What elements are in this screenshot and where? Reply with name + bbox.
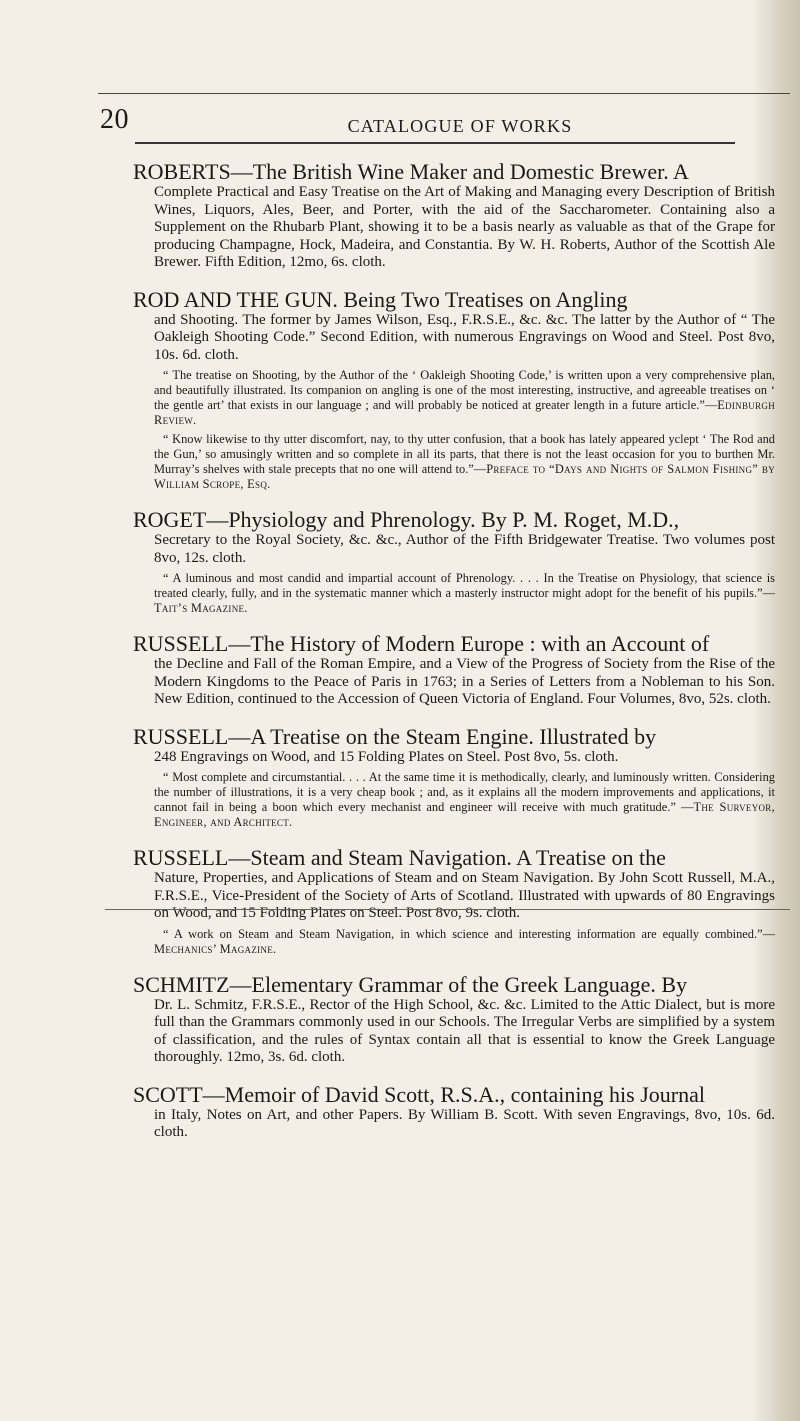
bottom-rule [105, 909, 790, 910]
review-quote [154, 927, 775, 957]
quote-source: Tait’s Magazine. [154, 601, 248, 615]
catalogue-entry-rod-and-gun [133, 288, 775, 493]
quote-text: “ Most complete and circumstantial. . . . At the same time it is methodically, clearly, and luminously written. Considering the number of illustrations, it is a very cheap book ; and, as it explains all the modern improvements and applications, it cannot fail in being a boon which every mechanist and engineer will receive with much gratitude.” — [154, 770, 775, 814]
entry-heading: RUSSELL—Steam and Steam Navigation. A Treatise on the [133, 845, 666, 870]
entry-heading: ROBERTS—The British Wine Maker and Domestic Brewer. A [133, 159, 689, 184]
quote-text: “ The treatise on Shooting, by the Author of the ‘ Oakleigh Shooting Code,’ is written upon a very comprehensive plan, and beautifully illustrated. Its companion on angling is one of the most interesting, instructive, and agreeable treatises on ‘ the gentle art’ that exists in our language ; and will probably be noticed at greater length in a future article.”— [154, 368, 775, 412]
entry-heading: RUSSELL—The History of Modern Europe : with an Account of [133, 631, 710, 656]
top-rule [98, 93, 790, 94]
entry-description: the Decline and Fall of the Roman Empire, and a View of the Progress of Society from the Rise of the Modern Kingdoms to the Peace of Paris in 1763; in a Series of Letters from a Nobleman to his Son. New Edition, continued to the Accession of Queen Victoria of England. Four Volumes, 8vo, 52s. cloth. [154, 656, 775, 707]
catalogue-entry-roget [133, 508, 775, 616]
review-quote [154, 770, 775, 830]
catalogue-entry-roberts [133, 160, 775, 272]
quote-text: “ A luminous and most candid and impartial account of Phrenology. . . . In the Treatise on Physiology, that science is treated clearly, fully, and in the systematic manner which a masterly instructor might adopt for the benefit of his pupils.”— [154, 571, 775, 600]
catalogue-entry-schmitz [133, 973, 775, 1067]
entry-description: Nature, Properties, and Applications of Steam and on Steam Navigation. By John Scott Russell, M.A., F.R.S.E., Vice-President of the Society of Arts of Scotland. Illustrated with upwards of 80 Engravings on Wood, and 15 Folding Plates on Steel. Post 8vo, 9s. cloth. [154, 870, 775, 921]
review-quote [154, 432, 775, 492]
catalogue-entry-russell-steam-navigation [133, 846, 775, 957]
entry-description: 248 Engravings on Wood, and 15 Folding Plates on Steel. Post 8vo, 5s. cloth. [154, 748, 619, 765]
catalogue-entry-scott [133, 1083, 775, 1142]
entry-heading: SCOTT—Memoir of David Scott, R.S.A., containing his Journal [133, 1081, 705, 1107]
entry-heading: SCHMITZ—Elementary Grammar of the Greek Language. By [133, 971, 688, 997]
catalogue-entry-russell-steam-engine [133, 725, 775, 831]
running-head: CATALOGUE OF WORKS [347, 116, 573, 136]
catalogue-entries [133, 160, 775, 1158]
entry-description: Secretary to the Royal Society, &c. &c., Author of the Fifth Bridgewater Treatise. Two volumes post 8vo, 12s. cloth. [154, 532, 775, 566]
entry-description: and Shooting. The former by James Wilson, Esq., F.R.S.E., &c. &c. The latter by the Author of “ The Oakleigh Shooting Code.” Second Edition, with numerous Engravings on Wood and Steel. Post 8vo, 10s. 6d. cloth. [154, 311, 775, 363]
catalogue-entry-russell-europe [133, 632, 775, 709]
entry-heading: RUSSELL—A Treatise on the Steam Engine. Illustrated by [133, 723, 657, 749]
entry-description: in Italy, Notes on Art, and other Papers. By William B. Scott. With seven Engravings, 8vo, 10s. 6d. cloth. [154, 1106, 775, 1140]
review-quote [154, 571, 775, 616]
entry-description: Complete Practical and Easy Treatise on the Art of Making and Managing every Description of British Wines, Liquors, Ales, Beer, and Porter, with the aid of the Saccharometer. Containing also a Supplement on the Rhubarb Plant, showing it to be a basis nearly as valuable as that of the Grape for producing Champagne, Hock, Madeira, and Constantia. By W. H. Roberts, Author of the Scottish Ale Brewer. Fifth Edition, 12mo, 6s. cloth. [154, 184, 775, 270]
review-quote [154, 368, 775, 428]
quote-text: “ A work on Steam and Steam Navigation, in which science and interesting information are equally combined.”— [163, 926, 775, 941]
header-rule [135, 142, 735, 144]
quote-source: Mechanics’ Magazine. [154, 941, 277, 956]
quote-text: “ Know likewise to thy utter discomfort, nay, to thy utter confusion, that a book has lately appeared yclept ‘ The Rod and the Gun,’ so amusingly written and so complete in all its parts, that there is not the least occasion for you to burthen Mr. Murray’s shelves with stale precepts that no one will attend to.”— [154, 432, 775, 476]
quote-source: Preface to “Days and Nights of Salmon Fishing” by William Scrope, Esq. [154, 462, 775, 491]
quote-source: The Surveyor, Engineer, and Architect. [154, 800, 775, 829]
page-number: 20 [100, 104, 129, 135]
entry-heading: ROD AND THE GUN. Being Two Treatises on Angling [133, 286, 628, 312]
entry-description: Dr. L. Schmitz, F.R.S.E., Rector of the High School, &c. &c. Limited to the Attic Dialect, but is more full than the Grammars commonly used in our Schools. The Irregular Verbs are simplified by a system of classification, and the rules of Syntax contain all that is essential to know the Greek Language thoroughly. 12mo, 3s. 6d. cloth. [154, 996, 775, 1065]
entry-heading: ROGET—Physiology and Phrenology. By P. M. Roget, M.D., [133, 507, 680, 532]
quote-source: Edinburgh Review. [154, 398, 775, 427]
